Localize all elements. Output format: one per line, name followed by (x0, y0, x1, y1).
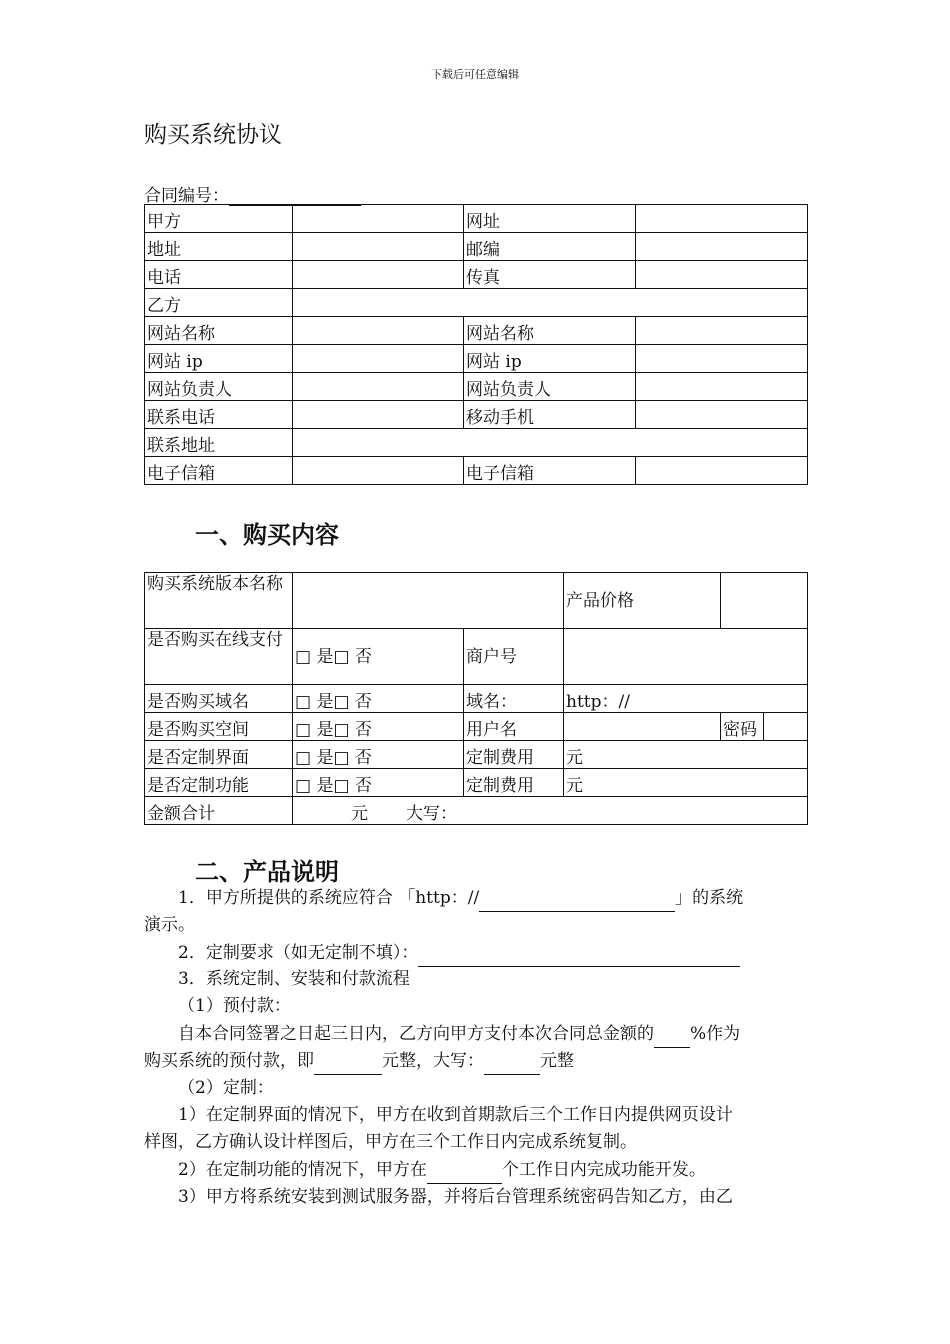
clause-3: 3．系统定制、安装和付款流程 (178, 969, 410, 989)
clause-1-text: 1．甲方所提供的系统应符合 「http：// (178, 888, 480, 908)
table-row (145, 401, 808, 429)
contact-address-label: 联系地址 (145, 429, 293, 457)
table-row (145, 797, 808, 825)
section-heading-product: 二、产品说明 (195, 858, 339, 886)
table-row (145, 741, 808, 769)
clause-1-cont: 演示。 (144, 915, 195, 935)
price-value[interactable] (721, 573, 808, 629)
table-row (145, 629, 808, 685)
total-yuan: 元 (351, 804, 368, 824)
total-uppercase-label: 大写： (406, 804, 457, 824)
table-row (145, 429, 808, 457)
prepayment-percent-blank[interactable] (654, 1029, 690, 1048)
total-amount-value[interactable] (293, 797, 808, 825)
site-owner-value-b[interactable] (636, 373, 808, 401)
price-label: 产品价格 (564, 573, 721, 629)
custom-feature-checkboxes[interactable]: □ 是□ 否 (293, 769, 464, 797)
table-row (145, 373, 808, 401)
table-row (145, 261, 808, 289)
header-note: 下载后可任意编辑 (431, 68, 519, 81)
site-ip-value-b[interactable] (636, 345, 808, 373)
postcode-label: 邮编 (464, 233, 636, 261)
party-b-value[interactable] (293, 289, 808, 317)
site-name-label-b: 网站名称 (464, 317, 636, 345)
domain-label: 域名： (464, 685, 564, 713)
clause-prepayment (178, 1021, 818, 1048)
email-value-a[interactable] (293, 457, 464, 485)
hosting-purchase-label: 是否购买空间 (145, 713, 293, 741)
contract-number-line (144, 181, 361, 206)
contact-phone-value[interactable] (293, 401, 464, 429)
phone-label: 电话 (145, 261, 293, 289)
clause-prepayment-heading: （1）预付款： (178, 996, 291, 1016)
online-payment-label: 是否购买在线支付 (145, 629, 293, 685)
prepayment-uppercase-text: 元整，大写： (382, 1051, 484, 1071)
hosting-checkboxes[interactable]: □ 是□ 否 (293, 713, 464, 741)
party-b-label: 乙方 (145, 289, 293, 317)
table-row (145, 205, 808, 233)
purchase-table (144, 572, 808, 825)
total-amount-label: 金额合计 (145, 797, 293, 825)
document-title: 购买系统协议 (144, 122, 282, 148)
merchant-id-label: 商户号 (464, 629, 564, 685)
contract-number-label: 合同编号： (144, 186, 229, 206)
table-row (145, 233, 808, 261)
clause-2 (178, 940, 808, 967)
site-ip-label-b: 网站 ip (464, 345, 636, 373)
fax-label: 传真 (464, 261, 636, 289)
table-row (145, 317, 808, 345)
password-value[interactable] (764, 713, 808, 741)
site-owner-label-a: 网站负责人 (145, 373, 293, 401)
clause-1 (178, 885, 808, 912)
custom-ui-fee-label: 定制费用 (464, 741, 564, 769)
fax-value[interactable] (636, 261, 808, 289)
site-name-label-a: 网站名称 (145, 317, 293, 345)
site-name-value-b[interactable] (636, 317, 808, 345)
domain-checkboxes[interactable]: □ 是□ 否 (293, 685, 464, 713)
table-row (145, 769, 808, 797)
custom-feature-text-end: 个工作日内完成功能开发。 (501, 1160, 706, 1180)
table-row (145, 457, 808, 485)
username-label: 用户名 (464, 713, 564, 741)
prepayment-amount-blank[interactable] (314, 1056, 382, 1075)
email-value-b[interactable] (636, 457, 808, 485)
table-row (145, 289, 808, 317)
prepayment-uppercase-blank[interactable] (484, 1056, 540, 1075)
clause-prepayment-cont (144, 1048, 804, 1075)
custom-ui-checkboxes[interactable]: □ 是□ 否 (293, 741, 464, 769)
site-owner-label-b: 网站负责人 (464, 373, 636, 401)
email-label-b: 电子信箱 (464, 457, 636, 485)
table-row (145, 713, 808, 741)
party-info-table (144, 204, 808, 485)
clause-custom-ui-cont: 样图，乙方确认设计样图后，甲方在三个工作日内完成系统复制。 (144, 1132, 637, 1152)
section-heading-purchase: 一、购买内容 (195, 521, 339, 549)
custom-requirement-blank[interactable] (418, 948, 740, 967)
clause-custom-ui: 1）在定制界面的情况下，甲方在收到首期款后三个工作日内提供网页设计 (178, 1105, 733, 1125)
custom-ui-fee-value[interactable]: 元 (564, 741, 808, 769)
phone-value[interactable] (293, 261, 464, 289)
custom-ui-label: 是否定制界面 (145, 741, 293, 769)
clause-custom-feature (178, 1157, 818, 1184)
table-row (145, 345, 808, 373)
password-label: 密码 (721, 713, 764, 741)
clause-1-text-end: 」的系统 (675, 888, 744, 908)
mobile-value[interactable] (636, 401, 808, 429)
mobile-label: 移动手机 (464, 401, 636, 429)
website-value[interactable] (636, 205, 808, 233)
address-label: 地址 (145, 233, 293, 261)
postcode-value[interactable] (636, 233, 808, 261)
table-row (145, 573, 808, 629)
clause-2-text: 2．定制要求（如无定制不填）： (178, 943, 419, 963)
party-a-value[interactable] (293, 205, 464, 233)
version-name-label: 购买系统版本名称 (145, 573, 293, 629)
site-ip-label-a: 网站 ip (145, 345, 293, 373)
prepayment-text: 自本合同签署之日起三日内，乙方向甲方支付本次合同总金额的 (178, 1024, 654, 1044)
username-value[interactable] (564, 713, 721, 741)
custom-feature-label: 是否定制功能 (145, 769, 293, 797)
website-label: 网址 (464, 205, 636, 233)
address-value[interactable] (293, 233, 464, 261)
site-owner-value-a[interactable] (293, 373, 464, 401)
site-ip-value-a[interactable] (293, 345, 464, 373)
custom-feature-fee-value[interactable]: 元 (564, 769, 808, 797)
custom-feature-fee-label: 定制费用 (464, 769, 564, 797)
contact-address-value[interactable] (293, 429, 808, 457)
custom-feature-text: 2）在定制功能的情况下，甲方在 (178, 1160, 427, 1180)
table-row (145, 685, 808, 713)
demo-url-blank[interactable] (479, 893, 675, 912)
clause-install: 3）甲方将系统安装到测试服务器，并将后台管理系统密码告知乙方，由乙 (178, 1187, 733, 1207)
clause-custom-heading: （2）定制： (178, 1078, 274, 1098)
party-a-label: 甲方 (145, 205, 293, 233)
version-name-value[interactable] (293, 573, 564, 629)
prepayment-text-end: %作为 (690, 1024, 741, 1044)
prepayment-amount-text: 购买系统的预付款，即 (144, 1051, 314, 1071)
contact-phone-label: 联系电话 (145, 401, 293, 429)
site-name-value-a[interactable] (293, 317, 464, 345)
domain-purchase-label: 是否购买域名 (145, 685, 293, 713)
prepayment-end-text: 元整 (540, 1051, 574, 1071)
domain-value[interactable]: http：// (564, 685, 808, 713)
email-label-a: 电子信箱 (145, 457, 293, 485)
online-payment-checkboxes[interactable]: □ 是□ 否 (293, 629, 464, 685)
custom-feature-days-blank[interactable] (427, 1165, 502, 1184)
merchant-id-value[interactable] (564, 629, 808, 685)
